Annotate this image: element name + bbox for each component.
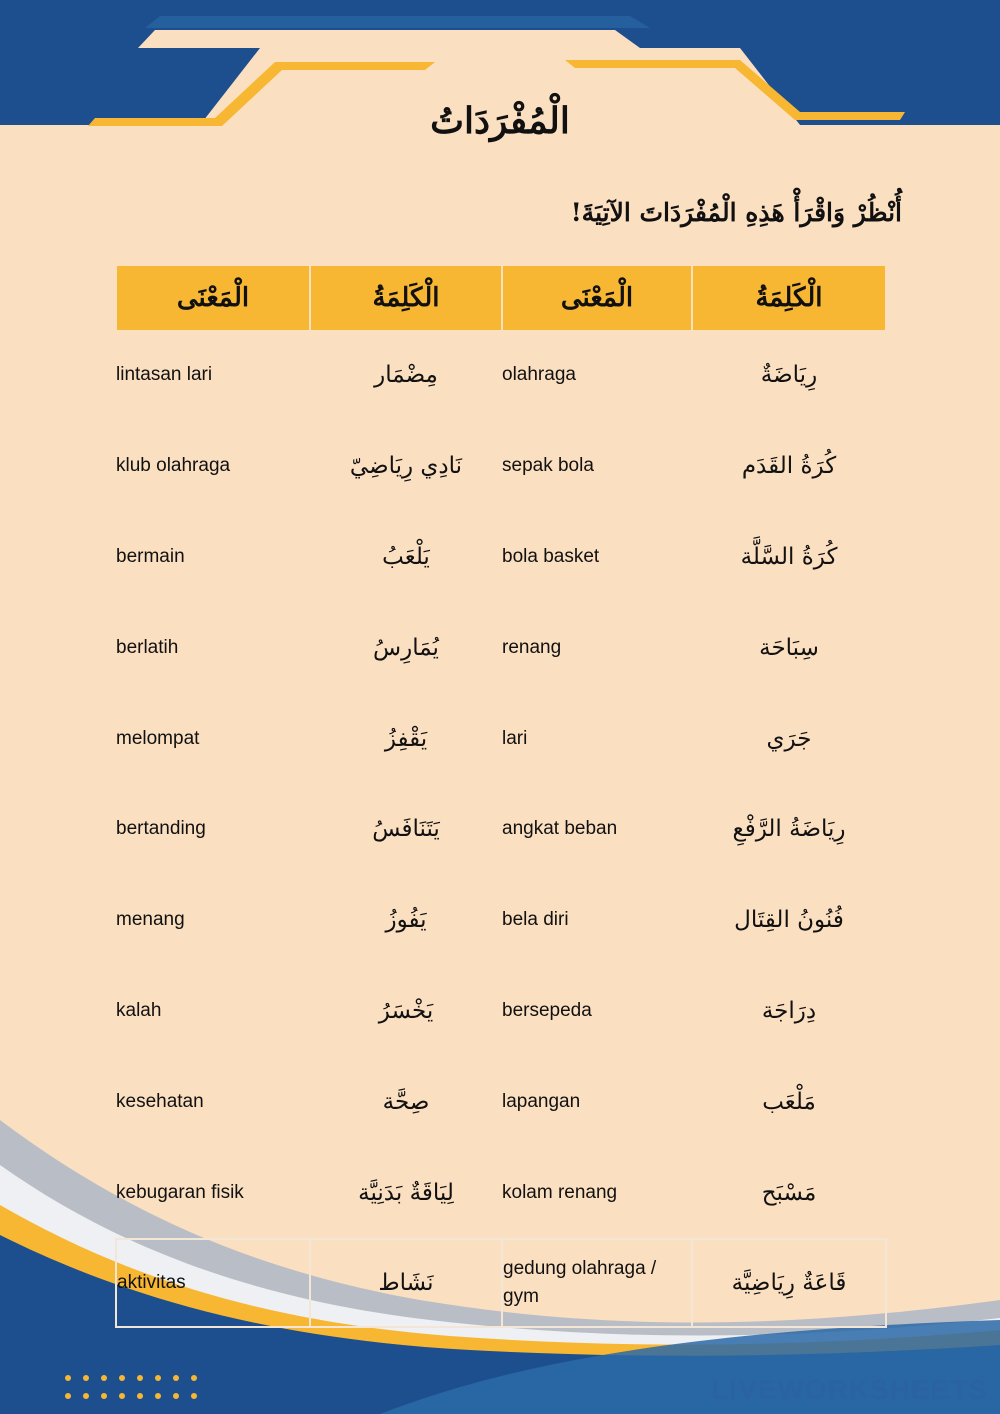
arabic-word-cell: مَلْعَب (762, 1088, 816, 1115)
table-row (116, 784, 886, 875)
meaning-cell: aktivitas (116, 1239, 310, 1327)
meaning-cell: kebugaran fisik (116, 1181, 244, 1203)
meaning-cell: klub olahraga (116, 455, 231, 477)
table-row (116, 875, 886, 966)
arabic-word-cell: دِرَاجَة (761, 997, 817, 1024)
arabic-word-cell: نَشَاط (310, 1239, 502, 1327)
arabic-word-cell: مِضْمَار (374, 362, 438, 389)
arabic-word-cell: مَسْبَح (761, 1179, 817, 1206)
meaning-cell: berlatih (116, 636, 179, 658)
table-row (116, 512, 886, 603)
meaning-cell: bersepeda (502, 999, 592, 1021)
table-row (116, 1056, 886, 1147)
meaning-cell: olahraga (502, 364, 576, 386)
meaning-cell: lari (502, 727, 528, 749)
arabic-word-cell: قَاعَةٌ رِيَاضِيَّة (692, 1239, 886, 1327)
arabic-word-cell: يَتَنَافَسُ (372, 816, 440, 843)
meaning-cell: bertanding (116, 818, 206, 840)
page-title: الْمُفْرَدَاتُ (430, 100, 570, 142)
arabic-word-cell: يَفُوزُ (385, 907, 427, 934)
table-row (116, 966, 886, 1057)
arabic-word-cell: لِيَاقَةٌ بَدَنِيَّة (358, 1179, 454, 1206)
table-row (116, 1239, 886, 1327)
table-row (116, 1147, 886, 1239)
meaning-cell: lintasan lari (116, 364, 213, 386)
meaning-cell: gedung olahraga / gym (502, 1239, 692, 1327)
arabic-word-cell: صِحَّة (382, 1088, 430, 1115)
meaning-cell: melompat (116, 727, 200, 749)
top-cream-notch (138, 30, 640, 48)
meaning-cell: bermain (116, 545, 185, 567)
meaning-cell: kalah (116, 999, 162, 1021)
table-row (116, 330, 886, 421)
table-header-row (116, 266, 886, 330)
instruction-text: أُنْظُرْ وَاقْرَأْ هَذِهِ الْمُفْرَدَاتَ الآتِيَةَ! (570, 198, 902, 227)
meaning-cell: bola basket (502, 545, 600, 567)
header-word-right: الْكَلِمَةُ (692, 266, 886, 330)
arabic-word-cell: يَلْعَبُ (382, 543, 430, 570)
liveworksheets-logo: LIVEWORKSHEETS (711, 1374, 988, 1405)
table-row (116, 602, 886, 693)
header-meaning-left: الْمَعْنَى (116, 266, 310, 330)
arabic-word-cell: نَادِي رِيَاضِيّ (349, 453, 463, 480)
arabic-word-cell: يَخْسَرُ (378, 997, 434, 1024)
arabic-word-cell: جَرَي (766, 725, 812, 752)
meaning-cell: angkat beban (502, 818, 618, 840)
meaning-cell: kesehatan (116, 1090, 204, 1112)
arabic-word-cell: سِبَاحَة (759, 634, 819, 661)
arabic-word-cell: يَقْفِزُ (384, 725, 428, 752)
arabic-word-cell: كُرَةُ السَّلَّة (740, 543, 838, 570)
meaning-cell: menang (116, 909, 185, 931)
header-word-left: الْكَلِمَةُ (310, 266, 502, 330)
meaning-cell: bela diri (502, 909, 569, 931)
table-row (116, 421, 886, 512)
top-mid-light-stripe (145, 16, 650, 28)
arabic-word-cell: رِيَاضَةُ الرَّفْعِ (732, 816, 846, 843)
arabic-word-cell: كُرَةُ القَدَم (741, 453, 837, 480)
vocabulary-table (115, 266, 887, 1328)
meaning-cell: lapangan (502, 1090, 581, 1112)
meaning-cell: sepak bola (502, 455, 594, 477)
meaning-cell: renang (502, 636, 562, 658)
arabic-word-cell: فُنُونُ القِتَال (734, 907, 844, 934)
meaning-cell: kolam renang (502, 1181, 618, 1203)
arabic-word-cell: يُمَارِسُ (373, 634, 439, 661)
header-meaning-right: الْمَعْنَى (502, 266, 692, 330)
arabic-word-cell: رِيَاضَةٌ (760, 362, 818, 389)
table-row (116, 693, 886, 784)
